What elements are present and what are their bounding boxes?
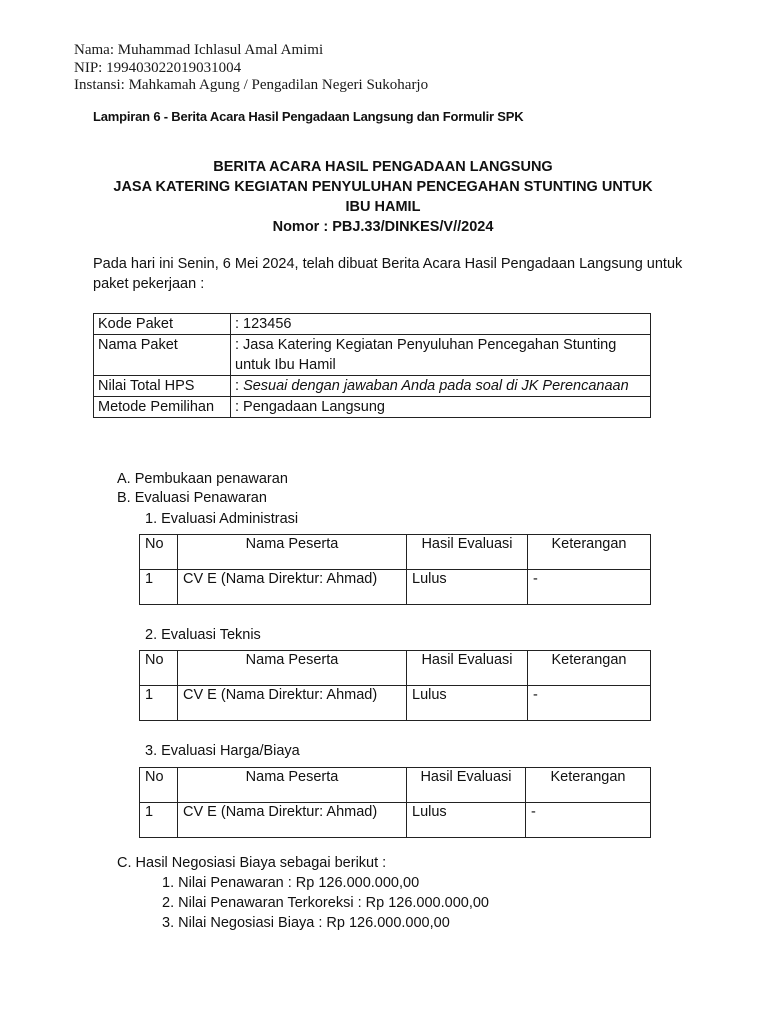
- col-nama: Nama Peserta: [178, 768, 407, 803]
- col-hasil: Hasil Evaluasi: [407, 535, 528, 570]
- metode-label: Metode Pemilihan: [94, 397, 231, 418]
- col-keterangan: Keterangan: [526, 768, 651, 803]
- section-a: A. Pembukaan penawaran: [117, 471, 288, 487]
- nilai-hps-label: Nilai Total HPS: [94, 376, 231, 397]
- col-no: No: [140, 768, 178, 803]
- author-name: Nama: Muhammad Ichlasul Amal Amimi: [74, 42, 324, 58]
- metode-value: : Pengadaan Langsung: [231, 397, 651, 418]
- harga-eval-table: [139, 767, 651, 838]
- intro-paragraph: Pada hari ini Senin, 6 Mei 2024, telah dibuat Berita Acara Hasil Pengadaan Langsung untuk paket pekerjaan :: [93, 256, 683, 292]
- cell-no: 1: [140, 803, 178, 838]
- table-header-row: [140, 535, 651, 570]
- nilai-hps-value: Sesuai dengan jawaban Anda pada soal di JK Perencanaan: [243, 378, 629, 394]
- cell-nama: CV E (Nama Direktur: Ahmad): [178, 686, 407, 721]
- cell-no: 1: [140, 686, 178, 721]
- list-item: 3. Nilai Negosiasi Biaya : Rp 126.000.000,00: [162, 915, 450, 931]
- cell-keterangan: -: [528, 570, 651, 605]
- kode-paket-label: Kode Paket: [94, 314, 231, 335]
- cell-keterangan: -: [526, 803, 651, 838]
- table-row: [140, 570, 651, 605]
- section-b3: 3. Evaluasi Harga/Biaya: [145, 743, 300, 759]
- col-no: No: [140, 535, 178, 570]
- cell-hasil: Lulus: [407, 803, 526, 838]
- title-number: Nomor : PBJ.33/DINKES/V//2024: [272, 219, 494, 235]
- nama-paket-value: : Jasa Katering Kegiatan Penyuluhan Pencegahan Stunting untuk Ibu Hamil: [231, 335, 651, 376]
- title-line-3: IBU HAMIL: [345, 199, 421, 215]
- nilai-hps-cell: [231, 376, 651, 397]
- cell-hasil: Lulus: [407, 570, 528, 605]
- list-item: 1. Nilai Penawaran : Rp 126.000.000,00: [162, 875, 420, 891]
- list-item: 2. Nilai Penawaran Terkoreksi : Rp 126.000.000,00: [162, 895, 489, 911]
- table-header-row: [140, 768, 651, 803]
- cell-keterangan: -: [528, 686, 651, 721]
- col-nama: Nama Peserta: [178, 535, 407, 570]
- cell-nama: CV E (Nama Direktur: Ahmad): [178, 803, 407, 838]
- col-hasil: Hasil Evaluasi: [407, 651, 528, 686]
- section-b1: 1. Evaluasi Administrasi: [145, 511, 299, 527]
- cell-nama: CV E (Nama Direktur: Ahmad): [178, 570, 407, 605]
- table-row: [94, 376, 651, 397]
- col-keterangan: Keterangan: [528, 535, 651, 570]
- table-row: [140, 803, 651, 838]
- package-info-table: [93, 313, 651, 418]
- nama-paket-label: Nama Paket: [94, 335, 231, 376]
- negosiasi-section: [117, 853, 489, 933]
- nilai-hps-prefix: :: [235, 378, 244, 394]
- lampiran-heading: Lampiran 6 - Berita Acara Hasil Pengadaan Langsung dan Formulir SPK: [93, 109, 524, 124]
- col-hasil: Hasil Evaluasi: [407, 768, 526, 803]
- title-line-1: BERITA ACARA HASIL PENGADAAN LANGSUNG: [213, 159, 553, 175]
- table-header-row: [140, 651, 651, 686]
- teknis-eval-table: [139, 650, 651, 721]
- admin-eval-table: [139, 534, 651, 605]
- table-row: [94, 335, 651, 376]
- cell-no: 1: [140, 570, 178, 605]
- section-b: B. Evaluasi Penawaran: [117, 490, 267, 506]
- col-keterangan: Keterangan: [528, 651, 651, 686]
- col-no: No: [140, 651, 178, 686]
- document-title: [80, 157, 686, 237]
- section-b2: 2. Evaluasi Teknis: [145, 627, 261, 643]
- cell-hasil: Lulus: [407, 686, 528, 721]
- col-nama: Nama Peserta: [178, 651, 407, 686]
- author-header: [74, 42, 428, 95]
- table-row: [94, 314, 651, 335]
- kode-paket-value: : 123456: [231, 314, 651, 335]
- table-row: [140, 686, 651, 721]
- title-line-2: JASA KATERING KEGIATAN PENYULUHAN PENCEGAHAN STUNTING UNTUK: [113, 179, 653, 195]
- table-row: [94, 397, 651, 418]
- author-nip: NIP: 199403022019031004: [74, 59, 242, 76]
- negosiasi-heading: C. Hasil Negosiasi Biaya sebagai berikut :: [117, 855, 387, 871]
- author-instansi: Instansi: Mahkamah Agung / Pengadilan Negeri Sukoharjo: [74, 77, 429, 93]
